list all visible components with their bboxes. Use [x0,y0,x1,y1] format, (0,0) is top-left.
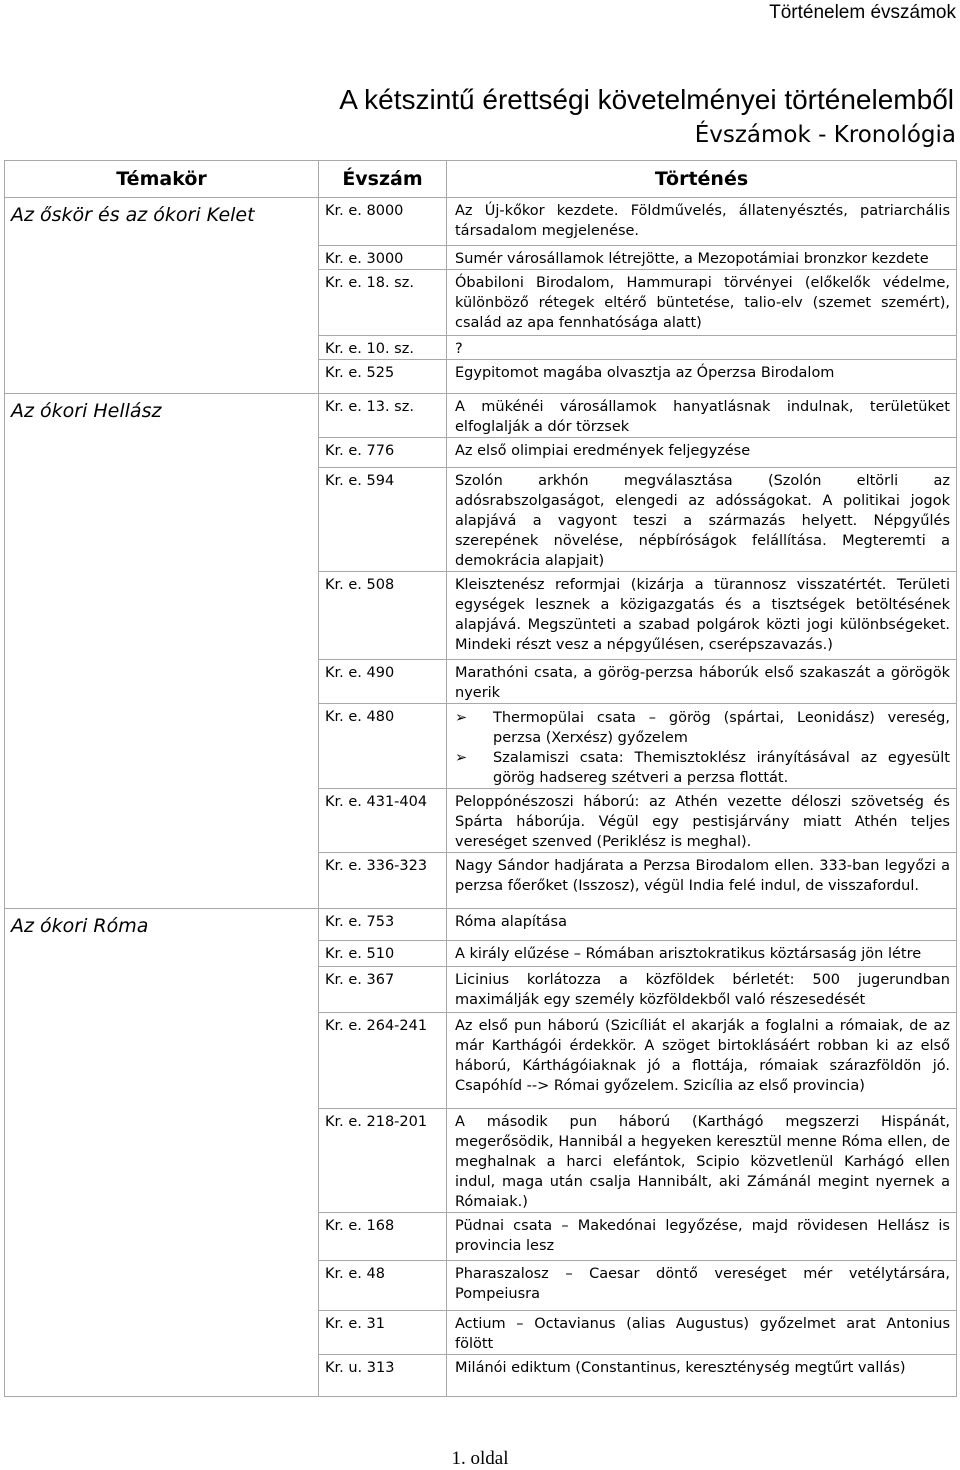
event-cell: Marathóni csata, a görög-perzsa háborúk első szakaszát a görögök nyerik [447,660,957,704]
topic-cell: Az ókori Hellász [5,394,319,909]
event-cell: ? [447,336,957,360]
document-title: A kétszintű érettségi követelményei történelemből [339,84,954,115]
event-cell: Róma alapítása [447,909,957,941]
event-cell: Actium – Octavianus (alias Augustus) győzelmet arat Antonius fölött [447,1311,957,1355]
event-cell: Nagy Sándor hadjárata a Perzsa Birodalom ellen. 333-ban legyőzi a perzsa főerőket (Isszosz), végül India felé indul, de visszafordul. [447,853,957,909]
event-cell: Sumér városállamok létrejötte, a Mezopotámiai bronzkor kezdete [447,246,957,270]
year-cell: Kr. e. 18. sz. [319,270,447,336]
column-header-topic: Témakör [5,161,319,198]
year-cell: Kr. e. 594 [319,468,447,572]
event-cell: A mükénéi városállamok hanyatlásnak indulnak, területüket elfoglalják a dór törzsek [447,394,957,438]
event-bullet-text: Szalamiszi csata: Themisztoklész irányításával az egyesült görög hadsereg szétveri a perzsa flottát. [493,750,950,786]
event-bullet-item [455,748,950,788]
arrow-bullet-icon: ➢ [455,710,468,726]
table-row [5,198,957,246]
year-cell: Kr. e. 431-404 [319,789,447,853]
event-cell: Licinius korlátozza a közföldek bérletét: 500 jugerundban maximálják egy személy közföldekből való részesedését [447,967,957,1013]
year-cell: Kr. e. 480 [319,704,447,789]
year-cell: Kr. e. 490 [319,660,447,704]
table-row [5,394,957,438]
event-cell: Szolón arkhón megválasztása (Szolón eltörli az adósrabszolgaságot, elengedi az adósságokat. A politikai jogok alapjává a vagyont teszi a származás helyett. Népgyűlés szerepének növelése, népbíróságok felállítása. Megteremti a demokrácia alapjait) [447,468,957,572]
event-cell: Pharaszalosz – Caesar döntő vereséget mér vetélytársára, Pompeiusra [447,1261,957,1311]
year-cell: Kr. e. 510 [319,941,447,967]
event-cell: Püdnai csata – Makedónai legyőzése, majd rövidesen Hellász is provincia lesz [447,1213,957,1261]
year-cell: Kr. e. 8000 [319,198,447,246]
page-header: Történelem évszámok [769,2,956,23]
year-cell: Kr. e. 508 [319,572,447,660]
event-bullet-item [455,708,950,748]
column-header-event: Történés [447,161,957,198]
event-cell: Kleisztenész reformjai (kizárja a türannosz visszatértét. Területi egységek lesznek a közigazgatás és a tisztségek betöltésének alapjává. Megszünteti a szabad polgárok közti jogi különbségeket. Mindeki részt vesz a népgyűlésen, cserépszavazás.) [447,572,957,660]
event-cell [447,704,957,789]
year-cell: Kr. e. 525 [319,360,447,394]
year-cell: Kr. e. 168 [319,1213,447,1261]
year-cell: Kr. e. 336-323 [319,853,447,909]
event-cell: Egypitomot magába olvasztja az Óperzsa Birodalom [447,360,957,394]
table-body [5,198,957,1397]
year-cell: Kr. e. 264-241 [319,1013,447,1109]
event-bullet-list [455,708,950,788]
event-cell: Milánói ediktum (Constantinus, kereszténység megtűrt vallás) [447,1355,957,1397]
column-header-year: Évszám [319,161,447,198]
topic-cell: Az őskör és az ókori Kelet [5,198,319,394]
event-cell: A második pun háború (Karthágó megszerzi Hispánát, megerősödik, Hannibál a hegyeken keresztül menne Róma ellen, de meghalnak a harci elefántok, Scipio közvetlenül Karhágó ellen indul, maga után csalja Hannibált, aki Zámánál megint nyernek a Rómaiak.) [447,1109,957,1213]
year-cell: Kr. e. 218-201 [319,1109,447,1213]
year-cell: Kr. e. 753 [319,909,447,941]
table-row [5,909,957,941]
year-cell: Kr. e. 367 [319,967,447,1013]
event-cell: Az első pun háború (Szicíliát el akarják a foglalni a rómaiak, de az már Karthágói érdekkör. A szöget birtoklásáért robban ki az első háború, Kárthágóiaknak jó a flottája, rómaiak szárazföldön jó. Csapóhíd --> Római győzelem. Szicília az első provincia) [447,1013,957,1109]
document-subtitle: Évszámok - Kronológia [694,122,956,148]
event-cell: Óbabiloni Birodalom, Hammurapi törvényei (előkelők védelme, különböző rétegek eltérő büntetése, talio-elv (szemet szemért), család az apa fennhatósága alatt) [447,270,957,336]
year-cell: Kr. u. 313 [319,1355,447,1397]
page-number: 1. oldal [451,1448,509,1469]
event-cell: A király elűzése – Rómában arisztokratikus köztársaság jön létre [447,941,957,967]
event-cell: Peloppónészoszi háború: az Athén vezette déloszi szövetség és Spárta háborúja. Végül egy pestisjárvány miatt Athén teljes vereséget szenved (Periklész is meghal). [447,789,957,853]
event-cell: Az Új-kőkor kezdete. Földművelés, állatenyésztés, patriarchális társadalom megjelenése. [447,198,957,246]
chronology-table [4,160,957,1397]
event-bullet-text: Thermopülai csata – görög (spártai, Leonidász) vereség, perzsa (Xerxész) győzelem [493,710,950,746]
year-cell: Kr. e. 13. sz. [319,394,447,438]
arrow-bullet-icon: ➢ [455,750,468,766]
year-cell: Kr. e. 48 [319,1261,447,1311]
table-header-row [5,161,957,198]
topic-cell: Az ókori Róma [5,909,319,1397]
year-cell: Kr. e. 776 [319,438,447,468]
year-cell: Kr. e. 10. sz. [319,336,447,360]
event-cell: Az első olimpiai eredmények feljegyzése [447,438,957,468]
year-cell: Kr. e. 3000 [319,246,447,270]
year-cell: Kr. e. 31 [319,1311,447,1355]
